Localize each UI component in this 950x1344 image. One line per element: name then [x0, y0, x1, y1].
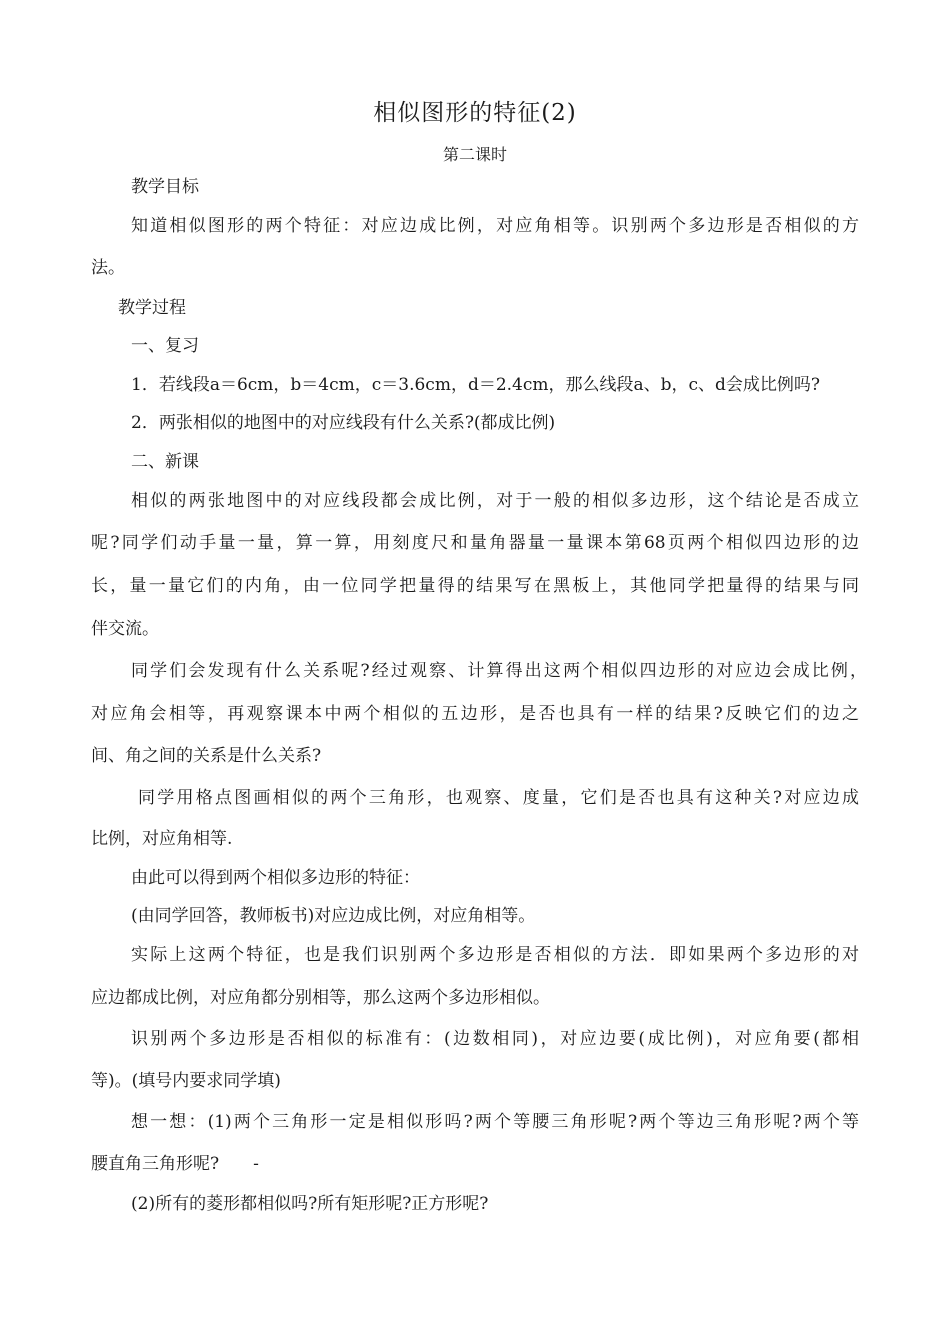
paragraph-line: 知道相似图形的两个特征：对应边成比例，对应角相等。识别两个多边形是否相似的方 [131, 216, 859, 236]
paragraph-line: 想一想：(1)两个三角形一定是相似形吗?两个等腰三角形呢?两个等边三角形呢?两个等 [131, 1112, 859, 1132]
section-review: 一、复习 [131, 336, 199, 356]
paragraph-line: 同学用格点图画相似的两个三角形，也观察、度量，它们是否也具有这种关?对应边成 [138, 788, 859, 808]
paragraph-line: (2)所有的菱形都相似吗?所有矩形呢?正方形呢? [131, 1194, 489, 1214]
document-subtitle: 第二课时 [442, 145, 507, 164]
heading-objectives: 教学目标 [131, 177, 199, 197]
review-item-2: 2．两张相似的地图中的对应线段有什么关系?(都成比例) [131, 413, 556, 433]
paragraph-line: 由此可以得到两个相似多边形的特征： [131, 868, 420, 888]
section-new-lesson: 二、新课 [131, 452, 199, 472]
paragraph-line: 腰直角三角形呢? - [91, 1154, 259, 1174]
paragraph-line: (由同学回答，教师板书)对应边成比例，对应角相等。 [131, 906, 536, 926]
paragraph-line: 法。 [91, 258, 125, 278]
paragraph-line: 伴交流。 [91, 619, 159, 639]
heading-process: 教学过程 [118, 298, 186, 318]
paragraph-line: 间、角之间的关系是什么关系? [91, 746, 322, 766]
paragraph-line: 等)。(填号内要求同学填) [91, 1071, 281, 1091]
paragraph-line: 相似的两张地图中的对应线段都会成比例，对于一般的相似多边形，这个结论是否成立 [131, 491, 859, 511]
paragraph-line: 应边都成比例，对应角都分别相等，那么这两个多边形相似。 [91, 988, 550, 1008]
paragraph-line: 比例，对应角相等. [91, 829, 233, 849]
document-title: 相似图形的特征(2) [373, 100, 577, 126]
paragraph-line: 呢?同学们动手量一量，算一算，用刻度尺和量角器量一量课本第68页两个相似四边形的边 [91, 533, 859, 553]
paragraph-line: 实际上这两个特征，也是我们识别两个多边形是否相似的方法．即如果两个多边形的对 [131, 945, 859, 965]
paragraph-line: 同学们会发现有什么关系呢?经过观察、计算得出这两个相似四边形的对应边会成比例， [131, 661, 867, 681]
paragraph-line: 识别两个多边形是否相似的标准有：(边数相同)，对应边要(成比例)，对应角要(都相 [131, 1029, 859, 1049]
paragraph-line: 长，量一量它们的内角，由一位同学把量得的结果写在黑板上，其他同学把量得的结果与同 [91, 576, 859, 596]
review-item-1: 1．若线段a＝6cm，b＝4cm，c＝3.6cm，d＝2.4cm，那么线段a、b，c、d会成比例吗? [131, 375, 821, 395]
paragraph-line: 对应角会相等，再观察课本中两个相似的五边形，是否也具有一样的结果?反映它们的边之 [91, 704, 859, 724]
